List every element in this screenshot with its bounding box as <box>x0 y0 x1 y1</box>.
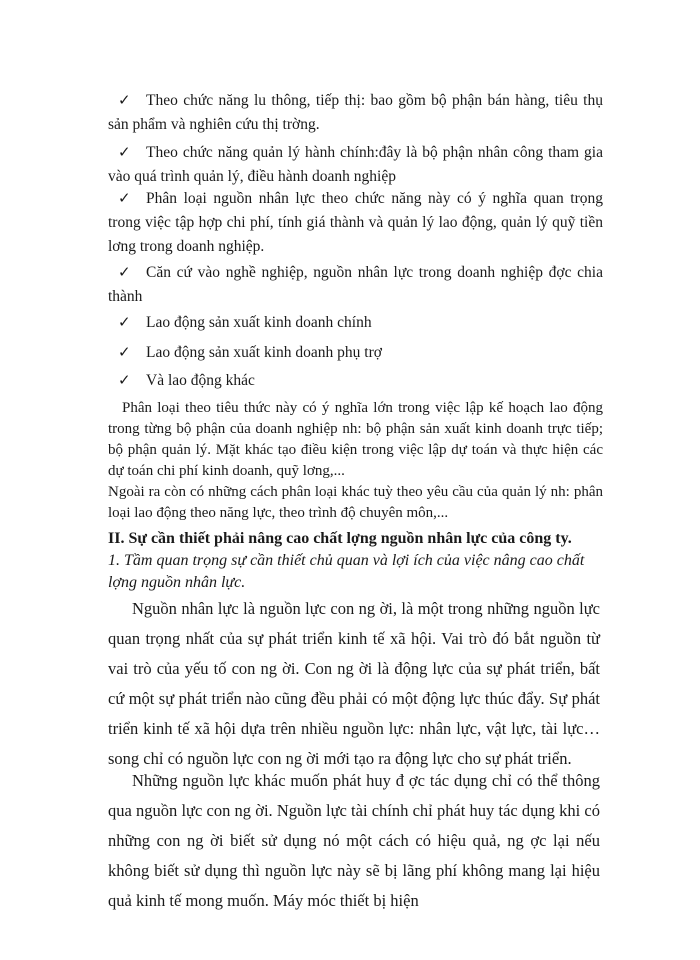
bullet-item <box>108 186 603 259</box>
body-paragraph: Những nguồn lực khác muốn phát huy đ ợc tác dụng chỉ có thể thông qua nguồn lực con ng ời. Nguồn lực tài chính chỉ phát huy tác dụng khi có những con ng ời biết sử dụng nó một cách có hiệu quả, ng ợc lại nếu không biết sử dụng thì nguồn lực này sẽ bị lãng phí không mang lại hiệu quả kinh tế mong muốn. Máy móc thiết bị hiện <box>108 771 600 910</box>
check-mark-icon: ✓ <box>118 143 131 161</box>
bullet-text: Căn cứ vào nghề nghiệp, nguồn nhân lực trong doanh nghiệp đợc chia thành <box>108 264 603 305</box>
bullet-item <box>108 88 603 137</box>
bullet-text: Và lao động khác <box>146 372 255 389</box>
check-mark-icon: ✓ <box>118 189 131 207</box>
bullet-item <box>108 140 603 189</box>
subsection-heading: 1. Tầm quan trọng sự cần thiết chủ quan và lợi ích của việc nâng cao chất lợng nguồn nhân lực. <box>108 552 585 591</box>
bullet-text: Phân loại nguồn nhân lực theo chức năng này có ý nghĩa quan trọng trong việc tập hợp chi phí, tính giá thành và quản lý lao động, quản lý quỹ tiền lơng trong doanh nghiệp. <box>108 190 603 255</box>
bullet-item <box>108 310 603 335</box>
bullet-item <box>108 368 603 393</box>
check-mark-icon: ✓ <box>118 371 131 389</box>
body-paragraph: Nguồn nhân lực là nguồn lực con ng ời, là một trong những nguồn lực quan trọng nhất của sự phát triển kinh tế xã hội. Vai trò đó bắt nguồn từ vai trò của yếu tố con ng ời. Con ng ời là động lực của sự phát triển, bất cứ một sự phát triển nào cũng đều phải có một động lực thúc đẩy. Sự phát triển kinh tế xã hội dựa trên nhiều nguồn lực: nhân lực, vật lực, tài lực…song chỉ có nguồn lực con ng ời mới tạo ra động lực cho sự phát triển. <box>108 599 600 768</box>
other-classification-paragraph: Ngoài ra còn có những cách phân loại khác tuỳ theo yêu cầu của quản lý nh: phân loại lao động theo năng lực, theo trình độ chuyên môn,... <box>108 484 603 521</box>
check-mark-icon: ✓ <box>118 313 131 331</box>
bullet-item <box>108 260 603 309</box>
section-heading: II. Sự cần thiết phải nâng cao chất lợng nguồn nhân lực của công ty. <box>108 530 572 547</box>
bullet-text: Lao động sản xuất kinh doanh chính <box>146 314 372 331</box>
check-mark-icon: ✓ <box>118 263 131 281</box>
classification-paragraph: Phân loại theo tiêu thức này có ý nghĩa lớn trong việc lập kế hoạch lao động trong từng bộ phận của doanh nghiệp nh: bộ phận sản xuất kinh doanh trực tiếp; bộ phận quản lý. Mặt khác tạo điều kiện trong việc lập dự toán và thực hiện các dự toán chi phí kinh doanh, quỹ lơng,... <box>108 400 603 479</box>
check-mark-icon: ✓ <box>118 91 131 109</box>
bullet-item <box>108 340 603 365</box>
bullet-text: Theo chức năng lu thông, tiếp thị: bao gồm bộ phận bán hàng, tiêu thụ sản phẩm và nghiên cứu thị trờng. <box>108 92 603 133</box>
bullet-text: Theo chức năng quản lý hành chính:đây là bộ phận nhân công tham gia vào quá trình quản lý, điều hành doanh nghiệp <box>108 144 603 185</box>
check-mark-icon: ✓ <box>118 343 131 361</box>
bullet-text: Lao động sản xuất kinh doanh phụ trợ <box>146 344 382 361</box>
